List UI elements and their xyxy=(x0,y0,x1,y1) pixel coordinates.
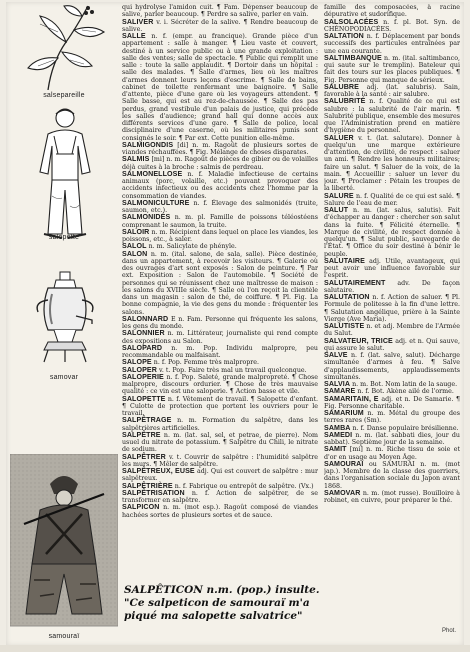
entry-definition: qui hydrolyse l'amidon cuit. ¶ Fam. Dépenser beaucoup de salive, parler beaucoup. ¶ Perdre sa salive, parler en vain. xyxy=(122,4,318,19)
entry-headword: SALPÊTRISATION xyxy=(122,488,185,497)
page-fold xyxy=(0,645,470,652)
entry-headword: SALOPERIE xyxy=(122,372,164,381)
entry-headword: SALUTAIREMENT xyxy=(324,278,386,287)
dictionary-entry xyxy=(324,33,460,55)
entry-headword: SALTATION xyxy=(324,32,364,40)
entry-headword: SALIVER xyxy=(122,17,154,26)
dictionary-entry xyxy=(122,468,318,483)
entry-definition: n. m. (mot esp.). Ragoût composé de viandes hachées sortes de plusieurs sortes et de sauce. xyxy=(122,504,318,519)
entry-headword: SALLE xyxy=(122,32,146,40)
entry-headword: SALUTATION xyxy=(324,293,370,301)
entry-definition: n. f. Vêtement de travail. ¶ Salopette d'enfant. ¶ Culotte de protection que portent les ouvriers pour le travail. xyxy=(122,395,318,417)
dictionary-entry xyxy=(324,432,460,447)
salsepareille-caption: salsepareille xyxy=(43,92,85,99)
entry-definition: n. m. Métal du groupe des terres rares (Sm). xyxy=(324,410,460,425)
handwritten-note xyxy=(124,584,344,623)
dictionary-entry xyxy=(122,374,318,396)
entry-definition: n. f. Danse populaire brésilienne. xyxy=(352,424,459,432)
entry-definition: n. f. Qualité de ce qui est salé. ¶ Salure de l'eau de mer. xyxy=(324,192,460,207)
entry-definition: n. m. (lat. sal, sel, et petrae, de pierre). Nom usuel du nitrate de potassium. ¶ Salpêtre du Chili, le nitrate de sodium. xyxy=(122,431,318,454)
entry-definition: n. m. Littérateur, journaliste qui rend compte des expositions au Salon. xyxy=(122,330,318,345)
dictionary-entry xyxy=(122,229,318,244)
entry-definition: n. m. Salicylate de phényle. xyxy=(148,243,237,251)
entry-definition: n. f. Bot. Akène ailé de l'orme. xyxy=(357,388,454,396)
entry-definition: v. t. (lat. salutare). Donner à quelqu'un une marque extérieure d'attention, de civilité, de respect : saluer un ami. ¶ Rendre les honneurs militaires; faire un salut. ¶ Saluer de la voix, de la main. ¶ Accueillir : saluer un lever du jour. ¶ Proclamer : Pétain les troupes de la liberté. xyxy=(324,134,460,193)
entry-headword: SALSOLACÉES xyxy=(324,17,379,26)
entry-headword: SALOIR xyxy=(122,227,150,236)
entry-definition: n. f. Action de saluer. ¶ Pl. Formule de politesse à la fin d'une lettre. ¶ Salutation angélique, prière à la Sainte Vierge (Ave Maria). xyxy=(324,294,460,323)
entry-definition: n. m. Pop. Individu malpropre, peu recommandable ou malfaisant. xyxy=(122,344,318,359)
entry-headword: SAMEDI xyxy=(324,430,353,439)
dictionary-entry xyxy=(324,135,460,193)
dictionary-entry xyxy=(122,432,318,454)
entry-definition: adv. De façon salutaire. xyxy=(324,279,460,294)
entry-headword: SAMOURAÏ xyxy=(324,459,364,468)
entry-definition: n. f. Pop. Femme très malpropre. xyxy=(153,359,260,367)
dictionary-entry xyxy=(122,490,318,505)
entry-definition: n. m. (ital. saltimbanco, qui saute sur le tremplin). Bateleur qui fait des tours sur les places publiques. ¶ Fig. Personne qui manque de sérieux. xyxy=(324,54,460,84)
entry-definition: adj. (lat. salubris). Sain, favorable à la santé : air salubre. xyxy=(324,83,460,98)
dictionary-entry xyxy=(324,446,460,461)
entry-definition: adj. Qui est couvert de salpêtre : mur salpêtreux. xyxy=(122,468,318,483)
entry-definition: E n. Fam. Personne qui fréquente les salons, les gens du monde. xyxy=(122,315,318,330)
entry-definition: n. m. Bot. Nom latin de la sauge. xyxy=(352,381,458,388)
entry-headword: SAMARIUM xyxy=(324,409,364,417)
entry-definition: n. et adj. Membre de l'Armée du Salut. xyxy=(324,323,460,338)
dictionary-entry xyxy=(122,142,318,157)
dictionary-entry xyxy=(122,330,318,345)
entry-headword: SALPÊTREUX, EUSE xyxy=(122,467,195,475)
entry-definition: n. f. Action de salpêtrer, de se transformer en salpêtre. xyxy=(122,489,318,504)
entry-definition: famille des composacées, à racine dépurative et sudorifique. xyxy=(324,4,460,19)
entry-headword: SALUTISTE xyxy=(324,322,365,330)
dictionary-entry xyxy=(122,4,318,19)
entry-headword: SALOL xyxy=(122,242,147,251)
entry-headword: SALURE xyxy=(324,191,354,200)
dictionary-page xyxy=(6,2,464,646)
entry-definition: adj. et n. Qui sauve, qui assure le salut. xyxy=(324,337,460,352)
entry-headword: SALMONIDÉS xyxy=(122,213,171,222)
entry-headword: SALUBRITÉ xyxy=(324,97,366,106)
dictionary-entry xyxy=(122,251,318,316)
entry-definition: n. f. Fabrique ou entrepôt de salpêtre. (Vx.) xyxy=(174,482,314,490)
salsepareille-illustration xyxy=(18,2,112,90)
entry-definition: n. f. Déplacement par bonds successifs des particules entraînées par une eau courante. xyxy=(324,33,460,55)
dictionary-entry xyxy=(122,504,318,519)
samovar-illustration xyxy=(18,270,112,370)
dictionary-entry xyxy=(122,243,318,250)
entry-definition: v. i. Sécréter de la salive. ¶ Rendre beaucoup de salive. xyxy=(122,18,318,33)
entry-headword: SALVE xyxy=(324,351,348,359)
entry-definition: adj. Utile, avantageux, qui peut avoir une influence favorable sur l'esprit. xyxy=(324,257,460,280)
entry-headword: SALPÊTRIÈRE xyxy=(122,481,173,490)
entry-headword: SALOPE xyxy=(122,358,152,367)
entry-definition: v. t. Couvrir de salpêtre : l'humidité salpêtre les murs. ¶ Mêler de salpêtre. xyxy=(122,453,318,468)
salopette-caption: salopette xyxy=(48,234,80,241)
entry-headword: SALMIS xyxy=(122,155,150,164)
entry-headword: SALUTAIRE xyxy=(324,256,365,265)
entry-definition: n. m. (lat. salus, salutis). Fait d'échapper au danger : chercher son salut dans la fuite. ¶ Félicité éternelle. ¶ Marque de civilité, de respect donnée à quelqu'un. ¶ Salut public, sauvegarde de l'État. ¶ Office du soir destiné à bénir le peuple. xyxy=(324,207,460,258)
dictionary-entry xyxy=(122,345,318,360)
dictionary-entry xyxy=(324,258,460,280)
entry-headword: SALTIMBANQUE xyxy=(324,53,382,62)
entry-definition: n. m. (lat. sabbati dies, jour du sabbat). Septième jour de la semaine. xyxy=(324,431,460,446)
entry-definition: n. f. (empr. au francique). Grande pièce d'un appartement : salle à manger. ¶ Lieu vaste et couvert, destiné à un service public ou à une grande exploitation : salle des ventes; salle de spectacle. ¶ Public qui remplit une salle : toute la salle applaudit. ¶ Dortoir dans un hôpital : salle des malades. ¶ Salle d'armes, lieu où les maîtres d'armes donnent leurs leçons d'escrime. ¶ Salle de bains, cabinet de toilette renfermant une baignoire. ¶ Salle d'attente, pièce d'une gare où les voyageurs attendent. ¶ Salle basse, qui est au rez-de-chaussée. ¶ Salle des pas perdus, grand vestibule d'un palais de justice, qui précède les salles d'audience; grand hall qui donne accès aux différents services d'une gare. ¶ Salle de police, local disciplinaire d'une caserne, où les militaires punis sont consignés le soir. ¶ Par ext. Cette punition elle-même. xyxy=(122,33,318,142)
dictionary-entry xyxy=(324,98,460,134)
entry-headword: SAMOVAR xyxy=(324,488,361,497)
entry-definition: n. f. Pop. Saleté, grande malpropreté. ¶ Chose malpropre, discours ordurier. ¶ Chose de très mauvaise qualité : ce vin est une saloperie. ¶ Action basse et vile. xyxy=(122,373,318,396)
samourai-illustration xyxy=(10,454,118,630)
entry-headword: SALPÊTRER xyxy=(122,452,166,461)
handwritten-line-2: "Ce salpeticon de samouraï m'a xyxy=(124,597,310,609)
entry-headword: SAMBA xyxy=(324,423,351,432)
entry-headword: SALONNARD xyxy=(122,314,169,323)
dictionary-entry xyxy=(324,207,460,258)
handwritten-line-1: SALPÊTICON n.m. (pop.) insulte. xyxy=(124,584,320,596)
dictionary-entry xyxy=(122,33,318,142)
entry-definition: n. m. (ital. salone, de sala, salle). Pièce destinée, dans un appartement, à recevoir les visiteurs. ¶ Galerie où des ouvrages d'art sont exposés : Salon de peinture. ¶ Par ext. Exposition : Salon de l'automobile. ¶ Société de personnes qui se réunissent chez une maîtresse de maison : les salons du XVIIIe siècle. ¶ Salle où l'on reçoit la clientèle dans un magasin : salon de thé, de coiffure. ¶ Pl. Fig. La bonne compagnie, la vie des gens du monde : fréquenter les salons. xyxy=(122,250,318,316)
entry-definition: ou SAMURAI n. m. (mot jap.). Membre de la classe des guerriers, dans l'organisation sociale du Japon avant 1868. xyxy=(324,460,460,490)
dictionary-entry xyxy=(324,410,460,425)
dictionary-entry xyxy=(324,338,460,353)
entry-headword: SAMARITAIN, E xyxy=(324,394,379,403)
entry-headword: SALVIA xyxy=(324,380,351,388)
dictionary-entry xyxy=(324,294,460,323)
entry-definition: n. m. Formation du salpêtre, dans les salpêtrières artificielles. xyxy=(122,417,318,432)
salopette-illustration xyxy=(18,106,112,246)
dictionary-entry xyxy=(122,171,318,200)
entry-headword: SALMONICULTURE xyxy=(122,198,190,207)
dictionary-entry xyxy=(324,19,460,34)
entry-headword: SALPÊTRAGE xyxy=(122,416,172,425)
dictionary-entry xyxy=(122,156,318,171)
dictionary-entry xyxy=(122,454,318,469)
entry-definition: [mi] n. m. Riche tissu de soie et d'or en usage au Moyen Âge. xyxy=(324,446,460,461)
dictionary-entry xyxy=(324,490,460,505)
dictionary-entry xyxy=(324,4,460,19)
dictionary-entry xyxy=(324,193,460,208)
photo-credit: Phot. xyxy=(442,628,457,634)
samovar-caption: samovar xyxy=(49,374,79,381)
entry-definition: n. m. Récipient dans lequel on place les viandes, les poissons, etc., à saler. xyxy=(122,228,318,243)
entry-definition: n. f. Élevage des salmonidés (truite, saumon, etc.). xyxy=(122,199,318,214)
dictionary-entry xyxy=(324,352,460,381)
dictionary-entry xyxy=(122,19,318,34)
entry-definition: n. f. Maladie infectieuse de certains animaux (porc, volaille, etc.) pouvant provoquer des accidents infectieux ou des accidents chez l'homme par la consommation de viandes. xyxy=(122,170,318,200)
entry-definition: [mi] n. m. Ragoût de pièces de gibier ou de volailles déjà cuites à la broche : salmis de perdreau. xyxy=(122,156,318,171)
entry-headword: SALOPETTE xyxy=(122,394,166,403)
dictionary-column-right xyxy=(324,4,460,612)
entry-definition: n. f. pl. Bot. Syn. de CHÉNOPODIACÉES. xyxy=(324,18,460,33)
dictionary-entry xyxy=(324,55,460,84)
entry-headword: SALOPER xyxy=(122,365,157,374)
dictionary-entry xyxy=(122,316,318,331)
dictionary-entry xyxy=(324,280,460,295)
entry-definition: [di] n. m. Ragoût de plusieurs sortes de viandes réchauffées. ¶ Fig. Mélange de choses disparates. xyxy=(122,141,318,156)
entry-definition: adj. et n. De Samarie. ¶ Fig. Personne charitable. xyxy=(324,395,460,410)
handwritten-line-3: piqué ma salopette salvatrice" xyxy=(124,610,303,622)
entry-headword: SAMIT xyxy=(324,445,347,454)
dictionary-entry xyxy=(122,396,318,418)
dictionary-column-left xyxy=(122,4,318,582)
dictionary-entry xyxy=(324,461,460,490)
dictionary-entry xyxy=(324,323,460,338)
entry-headword: SALMONELLOSE xyxy=(122,169,183,178)
entry-headword: SALONNIER xyxy=(122,329,165,338)
entry-definition: n. m. (mot russe). Bouilloire à robinet, en cuivre, pour préparer le thé. xyxy=(324,489,460,504)
entry-definition: v. t. Pop. Faire très mal un travail quelconque. xyxy=(159,366,307,374)
entry-headword: SALOPARD xyxy=(122,343,163,352)
entry-headword: SALUER xyxy=(324,133,354,142)
dictionary-entry xyxy=(324,396,460,411)
dictionary-entry xyxy=(122,417,318,432)
entry-headword: SAMARE xyxy=(324,387,356,396)
entry-definition: n. m. pl. Famille de poissons téléostéens comprenant le saumon, la truite. xyxy=(122,214,318,229)
entry-headword: SALMIGONDIS xyxy=(122,140,174,149)
entry-headword: SALVATEUR, TRICE xyxy=(324,336,393,345)
entry-headword: SALPÊTRE xyxy=(122,430,161,439)
entry-headword: SALPICON xyxy=(122,503,160,512)
entry-definition: n. f. Qualité de ce qui est salubre : la salubrité de l'air marin. ¶ Salubrité publique, ensemble des mesures que l'Administration prend en matière d'hygiène du personnel. xyxy=(324,98,460,135)
dictionary-entry xyxy=(122,214,318,229)
samourai-caption: samouraï xyxy=(48,633,80,640)
entry-headword: SALON xyxy=(122,249,148,258)
entry-headword: SALUBRE xyxy=(324,82,359,91)
entry-headword: SALUT xyxy=(324,206,349,214)
entry-definition: n. f. (lat. salve, salut). Décharge simultanée d'armes à feu. ¶ Salve d'applaudissements, applaudissements simultanés. xyxy=(324,352,460,381)
illustration-column xyxy=(10,2,118,642)
